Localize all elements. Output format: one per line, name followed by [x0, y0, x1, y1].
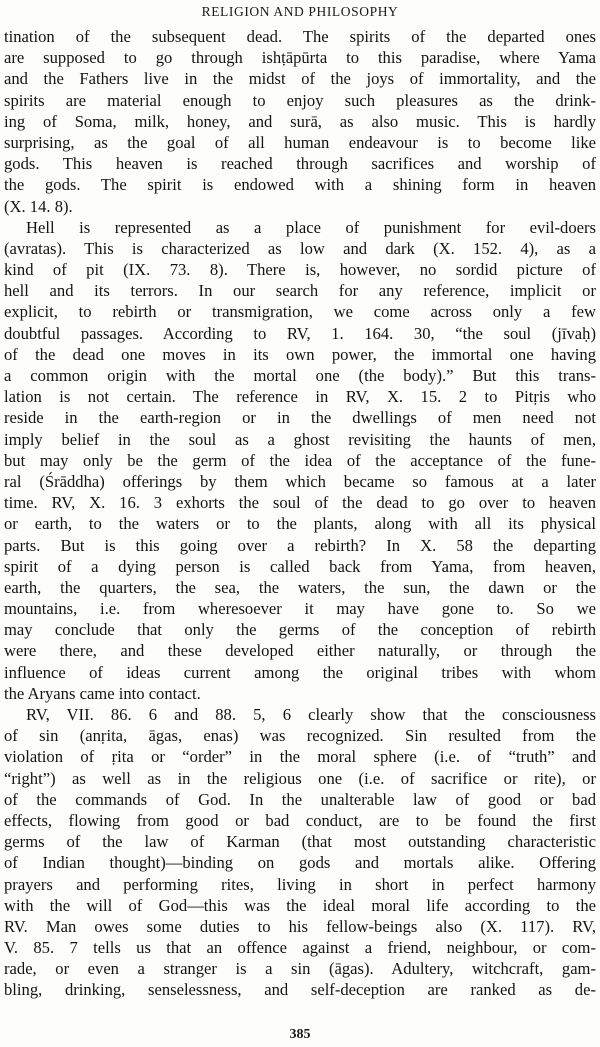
body-text [4, 26, 596, 1001]
text-line: earth, the quarters, the sea, the waters, the sun, the dawn or the [4, 577, 596, 597]
text-line: the gods. The spirit is endowed with a shining form in heaven [4, 175, 596, 195]
text-line: may conclude that only the germs of the conception of rebirth [4, 620, 596, 640]
text-line: rade, or even a stranger is a sin (āgas). Adultery, witchcraft, gam- [4, 959, 596, 979]
text-line: germs of the law of Karman (that most outstanding characteristic [4, 832, 596, 852]
text-line: V. 85. 7 tells us that an offence against a friend, neighbour, or com- [4, 938, 596, 958]
text-line: and the Fathers live in the midst of the joys of immortality, and the [4, 69, 596, 89]
text-line: RV. Man owes some duties to his fellow-beings also (X. 117). RV, [4, 916, 596, 936]
text-line: effects, flowing from good or bad conduct, are to be found the first [4, 810, 596, 830]
text-line: but may only be the germ of the idea of the acceptance of the fune- [4, 450, 596, 470]
text-line: violation of ṛita or “order” in the moral sphere (i.e. of “truth” and [4, 747, 596, 767]
text-line: bling, drinking, senselessness, and self-deception are ranked as de- [4, 980, 596, 1000]
text-line: explicit, to rebirth or transmigration, we come across only a few [4, 302, 596, 322]
text-line: are supposed to go through ishṭāpūrta to this paradise, where Yama [4, 48, 596, 68]
text-line: of sin (anṛita, āgas, enas) was recognized. Sin resulted from the [4, 726, 596, 746]
text-line: Hell is represented as a place of punishment for evil-doers [26, 217, 596, 237]
page-number: 385 [289, 1027, 311, 1042]
text-line: prayers and performing rites, living in short in perfect harmony [4, 874, 596, 894]
text-line: imply belief in the soul as a ghost revisiting the haunts of men, [4, 429, 596, 449]
text-line: time. RV, X. 16. 3 exhorts the soul of the dead to go over to heaven [4, 493, 596, 513]
text-line: of the dead one moves in its own power, the immortal one having [4, 344, 596, 364]
text-line: doubtful passages. According to RV, 1. 164. 30, “the soul (jīvaḥ) [4, 323, 596, 343]
text-line: tination of the subsequent dead. The spirits of the departed ones [4, 27, 596, 46]
text-line: mountains, i.e. from wheresoever it may have gone to. So we [4, 599, 596, 619]
text-line: (X. 14. 8). [4, 196, 73, 216]
text-line: RV, VII. 86. 6 and 88. 5, 6 clearly show that the consciousness [26, 705, 596, 724]
text-line: kind of pit (IX. 73. 8). There is, however, no sordid picture of [4, 260, 596, 280]
text-line: hell and its terrors. In our search for any reference, implicit or [4, 281, 596, 301]
text-line: of the commands of God. In the unalterable law of good or bad [4, 789, 596, 809]
text-line: were there, and these developed either naturally, or through the [4, 641, 596, 661]
text-line: ing of Soma, milk, honey, and surā, as also music. This is hardly [4, 111, 596, 131]
text-line: influence of ideas current among the original tribes with whom [4, 662, 596, 682]
text-line: parts. But is this going over a rebirth? In X. 58 the departing [4, 535, 596, 555]
text-line: surprising, as the goal of all human endeavour is to become like [4, 132, 596, 152]
text-line: (avratas). This is characterized as low and dark (X. 152. 4), as a [4, 238, 596, 258]
text-line: spirits are material enough to enjoy such pleasures as the drink- [4, 90, 596, 110]
text-line: ral (Śrāddha) offerings by them which became so famous at a later [4, 471, 596, 491]
text-line: a common origin with the mortal one (the body).” But this trans- [4, 366, 596, 385]
text-line: gods. This heaven is reached through sacrifices and worship of [4, 154, 596, 174]
text-line: the Aryans came into contact. [4, 683, 201, 703]
text-line: of Indian thought)—binding on gods and mortals alike. Offering [4, 853, 596, 873]
text-line: or earth, to the waters or to the plants, along with all its physical [4, 514, 596, 534]
text-line: “right”) as well as in the religious one (i.e. of sacrifice or rite), or [4, 768, 596, 788]
text-line: lation is not certain. The reference in RV, X. 15. 2 to Pitṛis who [4, 387, 596, 407]
text-line: spirit of a dying person is called back from Yama, from heaven, [4, 556, 596, 576]
text-line: reside in the earth-region or in the dwellings of men need not [4, 408, 596, 428]
text-line: with the will of God—this was the ideal moral life according to the [4, 895, 596, 915]
running-head: RELIGION AND PHILOSOPHY [201, 4, 399, 19]
